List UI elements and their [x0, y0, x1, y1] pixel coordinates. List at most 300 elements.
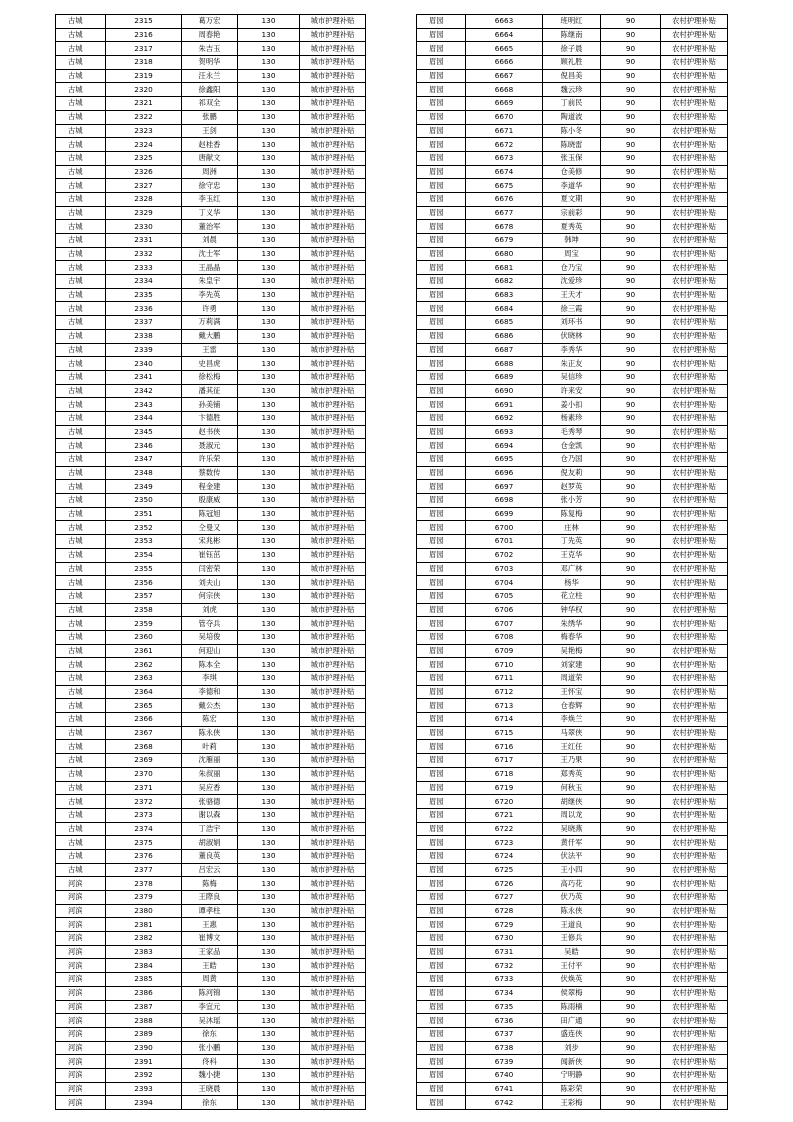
name-cell: 仓乃宝: [543, 261, 601, 275]
subsidy-type-cell: 城市护理补贴: [300, 1096, 366, 1110]
table-row: [56, 699, 366, 713]
serial-number-cell: 2365: [106, 699, 182, 713]
amount-cell: 130: [238, 97, 300, 111]
table-row: [56, 494, 366, 508]
name-cell: 王晓晨: [182, 1082, 238, 1096]
table-row: [56, 836, 366, 850]
name-cell: 花立柱: [543, 589, 601, 603]
subsidy-type-cell: 城市护理补贴: [300, 699, 366, 713]
subsidy-type-cell: 城市护理补贴: [300, 918, 366, 932]
serial-number-cell: 2325: [106, 151, 182, 165]
table-row: [56, 507, 366, 521]
name-cell: 徐三霞: [543, 302, 601, 316]
name-cell: 李宜元: [182, 1000, 238, 1014]
amount-cell: 90: [601, 959, 661, 973]
area-cell: 古城: [56, 672, 106, 686]
name-cell: 马翠侠: [543, 726, 601, 740]
amount-cell: 130: [238, 781, 300, 795]
serial-number-cell: 6728: [466, 904, 543, 918]
name-cell: 聂淑元: [182, 439, 238, 453]
amount-cell: 130: [238, 411, 300, 425]
table-row: [417, 918, 728, 932]
area-cell: 古城: [56, 110, 106, 124]
subsidy-type-cell: 农村护理补贴: [661, 945, 728, 959]
amount-cell: 130: [238, 453, 300, 467]
amount-cell: 90: [601, 425, 661, 439]
table-row: [417, 288, 728, 302]
area-cell: 眉园: [417, 124, 466, 138]
subsidy-type-cell: 城市护理补贴: [300, 275, 366, 289]
subsidy-type-cell: 农村护理补贴: [661, 713, 728, 727]
amount-cell: 90: [601, 617, 661, 631]
name-cell: 陈本全: [182, 658, 238, 672]
area-cell: 古城: [56, 767, 106, 781]
subsidy-type-cell: 城市护理补贴: [300, 754, 366, 768]
name-cell: 陈冠旭: [182, 507, 238, 521]
subsidy-type-cell: 农村护理补贴: [661, 726, 728, 740]
table-row: [56, 849, 366, 863]
name-cell: 仝曼又: [182, 521, 238, 535]
table-row: [417, 97, 728, 111]
table-row: [417, 507, 728, 521]
subsidy-type-cell: 农村护理补贴: [661, 617, 728, 631]
serial-number-cell: 6737: [466, 1027, 543, 1041]
area-cell: 古城: [56, 15, 106, 29]
area-cell: 河滨: [56, 973, 106, 987]
name-cell: 胡继侠: [543, 795, 601, 809]
serial-number-cell: 6680: [466, 247, 543, 261]
serial-number-cell: 2321: [106, 97, 182, 111]
name-cell: 潘其征: [182, 384, 238, 398]
amount-cell: 130: [238, 179, 300, 193]
table-row: [417, 836, 728, 850]
area-cell: 古城: [56, 124, 106, 138]
serial-number-cell: 2387: [106, 1000, 182, 1014]
serial-number-cell: 6685: [466, 316, 543, 330]
serial-number-cell: 2381: [106, 918, 182, 932]
amount-cell: 90: [601, 220, 661, 234]
area-cell: 河滨: [56, 945, 106, 959]
name-cell: 刘步: [543, 1041, 601, 1055]
table-row: [56, 453, 366, 467]
table-row: [417, 1041, 728, 1055]
subsidy-type-cell: 城市护理补贴: [300, 713, 366, 727]
subsidy-type-cell: 城市护理补贴: [300, 822, 366, 836]
serial-number-cell: 6695: [466, 453, 543, 467]
table-row: [56, 261, 366, 275]
serial-number-cell: 6686: [466, 329, 543, 343]
table-row: [56, 288, 366, 302]
subsidy-type-cell: 农村护理补贴: [661, 370, 728, 384]
subsidy-type-cell: 农村护理补贴: [661, 630, 728, 644]
name-cell: 夏文期: [543, 192, 601, 206]
name-cell: 陈永侠: [543, 904, 601, 918]
area-cell: 古城: [56, 699, 106, 713]
subsidy-type-cell: 农村护理补贴: [661, 439, 728, 453]
amount-cell: 90: [601, 521, 661, 535]
name-cell: 孙美铺: [182, 398, 238, 412]
name-cell: 王家品: [182, 945, 238, 959]
area-cell: 眉园: [417, 234, 466, 248]
name-cell: 李德和: [182, 685, 238, 699]
area-cell: 眉园: [417, 891, 466, 905]
table-row: [417, 548, 728, 562]
serial-number-cell: 6739: [466, 1055, 543, 1069]
area-cell: 眉园: [417, 767, 466, 781]
serial-number-cell: 6738: [466, 1041, 543, 1055]
area-cell: 河滨: [56, 891, 106, 905]
amount-cell: 130: [238, 535, 300, 549]
subsidy-type-cell: 农村护理补贴: [661, 973, 728, 987]
serial-number-cell: 2319: [106, 69, 182, 83]
subsidy-type-cell: 城市护理补贴: [300, 986, 366, 1000]
table-row: [417, 877, 728, 891]
subsidy-type-cell: 农村护理补贴: [661, 247, 728, 261]
table-row: [417, 945, 728, 959]
subsidy-type-cell: 城市护理补贴: [300, 138, 366, 152]
subsidy-type-cell: 城市护理补贴: [300, 494, 366, 508]
subsidy-type-cell: 城市护理补贴: [300, 795, 366, 809]
table-row: [56, 603, 366, 617]
area-cell: 眉园: [417, 370, 466, 384]
name-cell: 汪永兰: [182, 69, 238, 83]
amount-cell: 130: [238, 28, 300, 42]
table-row: [56, 973, 366, 987]
subsidy-type-cell: 农村护理补贴: [661, 932, 728, 946]
area-cell: 河滨: [56, 1096, 106, 1110]
amount-cell: 130: [238, 589, 300, 603]
serial-number-cell: 6711: [466, 672, 543, 686]
table-row: [417, 740, 728, 754]
name-cell: 侯翠梅: [543, 986, 601, 1000]
serial-number-cell: 6706: [466, 603, 543, 617]
name-cell: 郑秀英: [543, 767, 601, 781]
serial-number-cell: 6723: [466, 836, 543, 850]
subsidy-type-cell: 农村护理补贴: [661, 1082, 728, 1096]
serial-number-cell: 2337: [106, 316, 182, 330]
name-cell: 赵书侠: [182, 425, 238, 439]
area-cell: 眉园: [417, 165, 466, 179]
area-cell: 眉园: [417, 795, 466, 809]
amount-cell: 130: [238, 836, 300, 850]
serial-number-cell: 2370: [106, 767, 182, 781]
area-cell: 眉园: [417, 754, 466, 768]
serial-number-cell: 2368: [106, 740, 182, 754]
table-row: [56, 891, 366, 905]
table-row: [417, 932, 728, 946]
amount-cell: 130: [238, 740, 300, 754]
table-row: [417, 247, 728, 261]
name-cell: 伏晓林: [543, 329, 601, 343]
name-cell: 周宝: [543, 247, 601, 261]
area-cell: 古城: [56, 713, 106, 727]
table-row: [56, 685, 366, 699]
table-row: [417, 603, 728, 617]
serial-number-cell: 6718: [466, 767, 543, 781]
amount-cell: 90: [601, 945, 661, 959]
area-cell: 古城: [56, 42, 106, 56]
amount-cell: 90: [601, 699, 661, 713]
amount-cell: 90: [601, 767, 661, 781]
subsidy-type-cell: 城市护理补贴: [300, 439, 366, 453]
name-cell: 崔钰茁: [182, 548, 238, 562]
subsidy-type-cell: 农村护理补贴: [661, 453, 728, 467]
table-row: [417, 822, 728, 836]
subsidy-type-cell: 农村护理补贴: [661, 28, 728, 42]
area-cell: 眉园: [417, 288, 466, 302]
table-row: [417, 904, 728, 918]
amount-cell: 90: [601, 288, 661, 302]
serial-number-cell: 2393: [106, 1082, 182, 1096]
name-cell: 刘晨: [182, 234, 238, 248]
table-row: [417, 767, 728, 781]
area-cell: 河滨: [56, 1014, 106, 1028]
subsidy-type-cell: 城市护理补贴: [300, 740, 366, 754]
serial-number-cell: 2369: [106, 754, 182, 768]
serial-number-cell: 6678: [466, 220, 543, 234]
area-cell: 古城: [56, 754, 106, 768]
table-row: [417, 179, 728, 193]
name-cell: 朱叔丽: [182, 767, 238, 781]
serial-number-cell: 6725: [466, 863, 543, 877]
amount-cell: 130: [238, 576, 300, 590]
subsidy-type-cell: 城市护理补贴: [300, 370, 366, 384]
amount-cell: 90: [601, 1041, 661, 1055]
serial-number-cell: 6734: [466, 986, 543, 1000]
area-cell: 古城: [56, 261, 106, 275]
subsidy-type-cell: 农村护理补贴: [661, 767, 728, 781]
amount-cell: 90: [601, 740, 661, 754]
subsidy-type-cell: 农村护理补贴: [661, 672, 728, 686]
subsidy-type-cell: 农村护理补贴: [661, 138, 728, 152]
serial-number-cell: 6691: [466, 398, 543, 412]
amount-cell: 130: [238, 507, 300, 521]
name-cell: 丁前民: [543, 97, 601, 111]
amount-cell: 130: [238, 1096, 300, 1110]
table-row: [417, 466, 728, 480]
amount-cell: 90: [601, 261, 661, 275]
name-cell: 李琪: [182, 672, 238, 686]
table-row: [56, 1096, 366, 1110]
table-row: [56, 986, 366, 1000]
area-cell: 古城: [56, 836, 106, 850]
table-row: [56, 179, 366, 193]
amount-cell: 130: [238, 699, 300, 713]
serial-number-cell: 2352: [106, 521, 182, 535]
serial-number-cell: 2383: [106, 945, 182, 959]
serial-number-cell: 2329: [106, 206, 182, 220]
table-row: [56, 480, 366, 494]
amount-cell: 130: [238, 1014, 300, 1028]
area-cell: 眉园: [417, 151, 466, 165]
area-cell: 眉园: [417, 945, 466, 959]
amount-cell: 130: [238, 110, 300, 124]
area-cell: 眉园: [417, 329, 466, 343]
amount-cell: 130: [238, 83, 300, 97]
name-cell: 王付平: [543, 959, 601, 973]
serial-number-cell: 2323: [106, 124, 182, 138]
table-row: [417, 986, 728, 1000]
area-cell: 古城: [56, 192, 106, 206]
area-cell: 眉园: [417, 69, 466, 83]
table-row: [417, 1096, 728, 1110]
area-cell: 眉园: [417, 836, 466, 850]
area-cell: 眉园: [417, 932, 466, 946]
name-cell: 钟华权: [543, 603, 601, 617]
serial-number-cell: 6736: [466, 1014, 543, 1028]
subsidy-type-cell: 农村护理补贴: [661, 151, 728, 165]
serial-number-cell: 2363: [106, 672, 182, 686]
subsidy-type-cell: 农村护理补贴: [661, 548, 728, 562]
area-cell: 眉园: [417, 110, 466, 124]
name-cell: 许来安: [543, 384, 601, 398]
table-row: [56, 97, 366, 111]
area-cell: 古城: [56, 453, 106, 467]
area-cell: 眉园: [417, 603, 466, 617]
area-cell: 古城: [56, 411, 106, 425]
name-cell: 吴信珍: [543, 370, 601, 384]
amount-cell: 130: [238, 370, 300, 384]
serial-number-cell: 6681: [466, 261, 543, 275]
table-row: [417, 1000, 728, 1014]
table-row: [56, 302, 366, 316]
subsidy-type-cell: 农村护理补贴: [661, 480, 728, 494]
subsidy-type-cell: 城市护理补贴: [300, 165, 366, 179]
area-cell: 古城: [56, 234, 106, 248]
subsidy-type-cell: 农村护理补贴: [661, 494, 728, 508]
amount-cell: 90: [601, 124, 661, 138]
amount-cell: 130: [238, 945, 300, 959]
area-cell: 古城: [56, 83, 106, 97]
amount-cell: 90: [601, 56, 661, 70]
serial-number-cell: 6722: [466, 822, 543, 836]
area-cell: 眉园: [417, 1014, 466, 1028]
table-row: [417, 672, 728, 686]
serial-number-cell: 6726: [466, 877, 543, 891]
table-row: [56, 343, 366, 357]
table-row: [56, 1014, 366, 1028]
amount-cell: 90: [601, 466, 661, 480]
subsidy-type-cell: 农村护理补贴: [661, 1041, 728, 1055]
amount-cell: 130: [238, 1055, 300, 1069]
serial-number-cell: 6694: [466, 439, 543, 453]
subsidy-type-cell: 农村护理补贴: [661, 740, 728, 754]
subsidy-type-cell: 农村护理补贴: [661, 836, 728, 850]
table-row: [56, 192, 366, 206]
table-row: [417, 124, 728, 138]
amount-cell: 130: [238, 384, 300, 398]
subsidy-type-cell: 农村护理补贴: [661, 904, 728, 918]
name-cell: 李道华: [543, 179, 601, 193]
amount-cell: 90: [601, 370, 661, 384]
serial-number-cell: 6682: [466, 275, 543, 289]
name-cell: 朱皇宇: [182, 275, 238, 289]
area-cell: 眉园: [417, 658, 466, 672]
name-cell: 王修兵: [543, 932, 601, 946]
serial-number-cell: 6717: [466, 754, 543, 768]
amount-cell: 130: [238, 932, 300, 946]
area-cell: 眉园: [417, 494, 466, 508]
amount-cell: 90: [601, 151, 661, 165]
subsidy-type-cell: 农村护理补贴: [661, 357, 728, 371]
subsidy-type-cell: 农村护理补贴: [661, 124, 728, 138]
name-cell: 王克华: [543, 548, 601, 562]
amount-cell: 130: [238, 1027, 300, 1041]
name-cell: 宋兆彬: [182, 535, 238, 549]
subsidy-type-cell: 农村护理补贴: [661, 56, 728, 70]
serial-number-cell: 6719: [466, 781, 543, 795]
name-cell: 李玉红: [182, 192, 238, 206]
serial-number-cell: 2362: [106, 658, 182, 672]
serial-number-cell: 2372: [106, 795, 182, 809]
serial-number-cell: 2366: [106, 713, 182, 727]
serial-number-cell: 6670: [466, 110, 543, 124]
amount-cell: 130: [238, 1000, 300, 1014]
area-cell: 眉园: [417, 439, 466, 453]
serial-number-cell: 6690: [466, 384, 543, 398]
area-cell: 古城: [56, 151, 106, 165]
area-cell: 眉园: [417, 425, 466, 439]
area-cell: 眉园: [417, 521, 466, 535]
subsidy-type-cell: 城市护理补贴: [300, 959, 366, 973]
serial-number-cell: 6697: [466, 480, 543, 494]
serial-number-cell: 2382: [106, 932, 182, 946]
serial-number-cell: 6689: [466, 370, 543, 384]
subsidy-type-cell: 农村护理补贴: [661, 69, 728, 83]
subsidy-type-cell: 城市护理补贴: [300, 603, 366, 617]
name-cell: 陈永侠: [182, 726, 238, 740]
name-cell: 何迎山: [182, 644, 238, 658]
table-row: [56, 1068, 366, 1082]
subsidy-type-cell: 农村护理补贴: [661, 959, 728, 973]
amount-cell: 90: [601, 1000, 661, 1014]
serial-number-cell: 6733: [466, 973, 543, 987]
amount-cell: 90: [601, 1096, 661, 1110]
area-cell: 古城: [56, 480, 106, 494]
amount-cell: 90: [601, 357, 661, 371]
subsidy-type-cell: 城市护理补贴: [300, 589, 366, 603]
table-row: [56, 83, 366, 97]
subsidy-type-cell: 农村护理补贴: [661, 1096, 728, 1110]
table-row: [417, 398, 728, 412]
table-row: [56, 275, 366, 289]
table-row: [56, 644, 366, 658]
amount-cell: 90: [601, 603, 661, 617]
area-cell: 眉园: [417, 28, 466, 42]
serial-number-cell: 6676: [466, 192, 543, 206]
amount-cell: 130: [238, 69, 300, 83]
area-cell: 古城: [56, 220, 106, 234]
table-row: [56, 576, 366, 590]
amount-cell: 90: [601, 384, 661, 398]
table-row: [417, 220, 728, 234]
table-row: [56, 138, 366, 152]
name-cell: 仓金凯: [543, 439, 601, 453]
subsidy-type-cell: 农村护理补贴: [661, 877, 728, 891]
area-cell: 眉园: [417, 316, 466, 330]
subsidy-type-cell: 城市护理补贴: [300, 617, 366, 631]
subsidy-type-cell: 农村护理补贴: [661, 521, 728, 535]
name-cell: 仓乃国: [543, 453, 601, 467]
area-cell: 眉园: [417, 302, 466, 316]
amount-cell: 90: [601, 138, 661, 152]
table-row: [417, 685, 728, 699]
area-cell: 河滨: [56, 932, 106, 946]
amount-cell: 90: [601, 576, 661, 590]
subsidy-type-cell: 农村护理补贴: [661, 411, 728, 425]
name-cell: 葛万宏: [182, 15, 238, 29]
amount-cell: 90: [601, 562, 661, 576]
